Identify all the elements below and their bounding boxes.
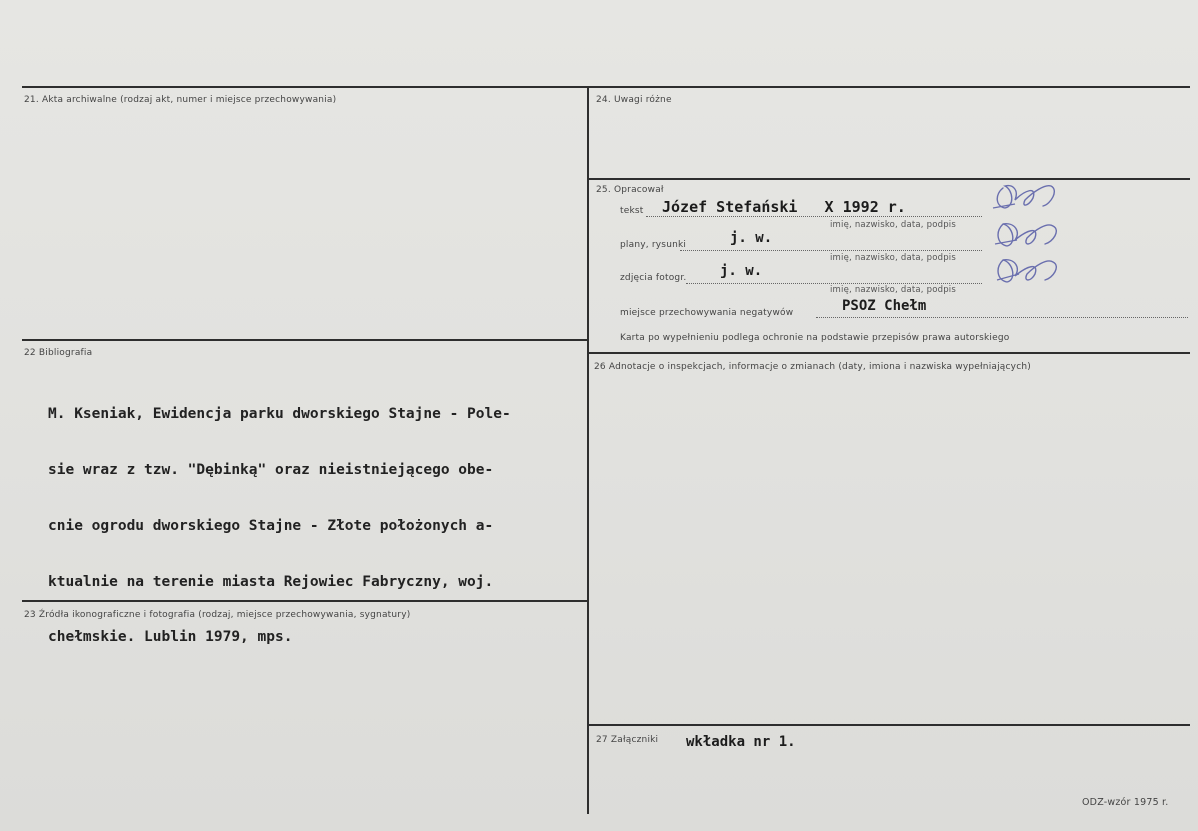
section-23-label: 23 Źródła ikonograficzne i fotografia (rodzaj, miejsce przechowywania, sygnatury) (24, 610, 411, 620)
plany-line (680, 250, 982, 251)
section-24-bottom-rule (588, 178, 1190, 180)
section-27-label: 27 Załączniki (596, 735, 659, 745)
copyright-note: Karta po wypełnieniu podlega ochronie na podstawie przepisów prawa autorskiego (620, 333, 1010, 343)
zdjecia-label: zdjęcia fotogr. (620, 273, 687, 283)
tekst-value: Józef Stefański X 1992 r. (662, 198, 906, 216)
zdjecia-line (686, 283, 982, 284)
bibliography-line: cnie ogrodu dworskiego Stajne - Złote położonych a- (48, 517, 494, 534)
signature-1 (985, 176, 1075, 216)
section-21-bottom-rule (22, 339, 588, 341)
section-21-label: 21. Akta archiwalne (rodzaj akt, numer i miejsce przechowywania) (24, 95, 337, 105)
tekst-caption: imię, nazwisko, data, podpis (830, 220, 956, 230)
top-rule (22, 86, 1190, 88)
section-25-bottom-rule (588, 352, 1190, 354)
bibliography-line: M. Kseniak, Ewidencja parku dworskiego Stajne - Pole- (48, 406, 511, 423)
section-25-label: 25. Opracował (596, 185, 664, 195)
bibliography-text (48, 368, 588, 684)
bibliography-line: sie wraz z tzw. "Dębinką" oraz nieistniejącego obe- (48, 461, 494, 478)
plany-value: j. w. (730, 230, 773, 246)
bibliography-line: chełmskie. Lublin 1979, mps. (48, 629, 293, 646)
negatywy-line (816, 317, 1188, 318)
attachments-value: wkładka nr 1. (686, 734, 796, 750)
tekst-line (646, 216, 982, 217)
signature-3 (985, 250, 1075, 290)
section-24-label: 24. Uwagi różne (596, 95, 672, 105)
negatywy-label: miejsce przechowywania negatywów (620, 308, 794, 318)
signature-2 (985, 214, 1075, 254)
tekst-label: tekst (620, 206, 644, 216)
zdjecia-value: j. w. (720, 263, 763, 279)
section-26-bottom-rule (588, 724, 1190, 726)
plany-label: plany, rysunki (620, 240, 687, 250)
zdjecia-caption: imię, nazwisko, data, podpis (830, 285, 956, 295)
section-26-label: 26 Adnotacje o inspekcjach, informacje o zmianach (daty, imiona i nazwiska wypełniających) (594, 362, 1031, 372)
negatywy-value: PSOZ Chełm (842, 298, 927, 314)
section-22-label: 22 Bibliografia (24, 348, 93, 358)
bibliography-line: ktualnie na terenie miasta Rejowiec Fabryczny, woj. (48, 573, 494, 590)
plany-caption: imię, nazwisko, data, podpis (830, 253, 956, 263)
form-footer: ODZ-wzór 1975 r. (1082, 797, 1169, 808)
